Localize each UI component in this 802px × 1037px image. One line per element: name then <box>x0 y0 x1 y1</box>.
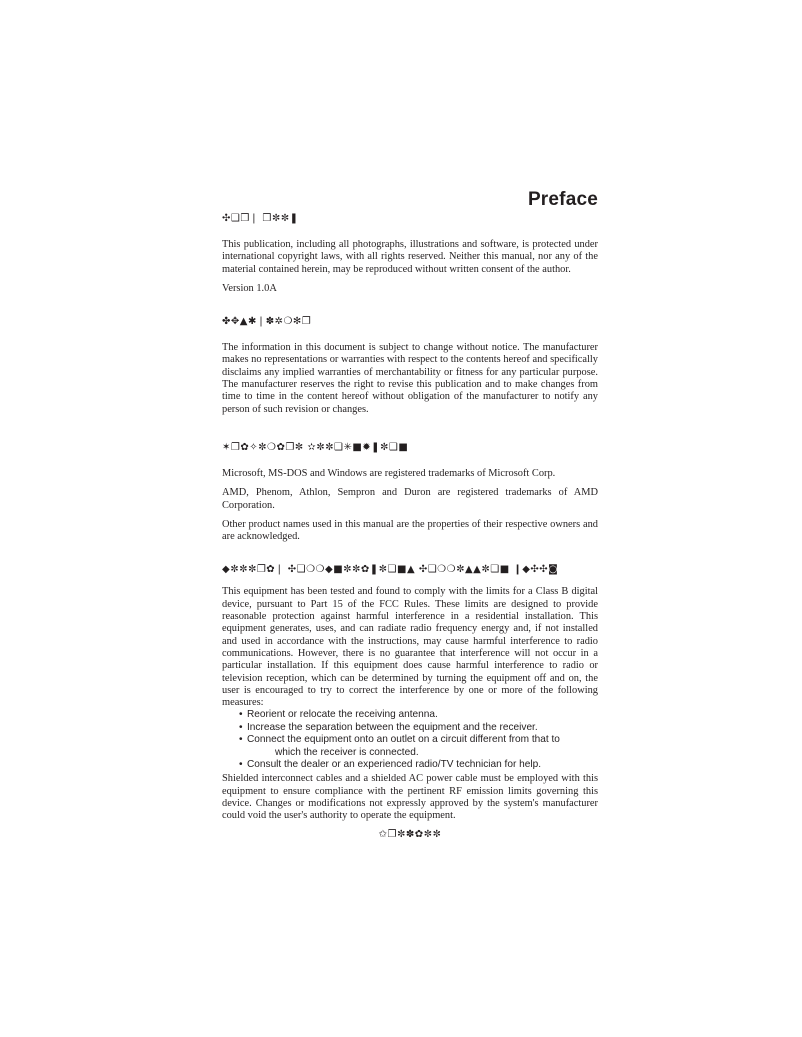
list-item: • Consult the dealer or an experienced radio/TV technician for help. <box>239 759 542 771</box>
list-item-continuation: which the receiver is connected. <box>275 746 419 758</box>
page-footer: ✩❐✼✽✿✼✼ <box>378 828 442 840</box>
list-item: • Connect the equipment onto an outlet on a circuit different from that to which the receiver is connected. <box>239 734 598 759</box>
section-heading-copyright: ✣❑❒❘ ❒✼✼❚ <box>222 213 299 224</box>
section-copyright <box>222 212 598 295</box>
list-item: • Increase the separation between the equipment and the receiver. <box>239 721 538 733</box>
fcc-paragraph: This equipment has been tested and found to comply with the limits for a Class B digital device, pursuant to Part 15 of the FCC Rules. These limits are designed to provide reasonable protection against harmful interference in a residential installation. This equipment generates, uses, and can radiate radio frequency energy and, if not installed and used in accordance with the instructions, may cause harmful interference to radio communications. However, there is no guarantee that interference will not occur in a particular installation. If this equipment does cause harmful interference to radio or television reception, which can be determined by turning the equipment off and on, the user is encouraged to try to correct the interference by one or more of the following measures: <box>222 586 598 709</box>
bullet-icon: • <box>239 734 243 746</box>
section-heading-trademarks: ✶❐✿✧✼❍✿❐✼ ✫✼✼❑✳■✹❚✼❑■ <box>222 441 409 453</box>
section-heading-disclaimer: ✤✥▲✱❘✽✲❍✻❐ <box>222 316 312 328</box>
section-heading-fcc: ◆✼✼✼❐✿❘ ✣❑❍❍◆■✼✼✿❚✼❑■▲ ✣❑❍❍✼▲▲✼❑■ ❙◆✣✣◙ <box>222 564 559 576</box>
trademark-paragraph-amd: AMD, Phenom, Athlon, Sempron and Duron are registered trademarks of AMD Corporation. <box>222 487 598 511</box>
bullet-icon: • <box>239 759 243 771</box>
fcc-measures-list <box>222 709 598 771</box>
bullet-icon: • <box>239 721 243 733</box>
bullet-icon: • <box>239 709 243 721</box>
section-fcc <box>222 563 598 822</box>
copyright-paragraph: This publication, including all photographs, illustrations and software, is protected under international copyright laws, with all rights reserved. Neither this manual, nor any of the material contained herein, may be reproduced without written consent of the author. <box>222 239 598 275</box>
page-title: Preface <box>527 189 598 210</box>
section-disclaimer <box>222 315 598 416</box>
fcc-closing-paragraph: Shielded interconnect cables and a shielded AC power cable must be employed with this equipment to ensure compliance with the pertinent RF emission limits governing this device. Changes or modifications not expressly approved by the system's manufacturer could void the user's authority to operate the equipment. <box>222 773 598 822</box>
list-item: • Reorient or relocate the receiving antenna. <box>239 709 438 721</box>
section-trademarks <box>222 441 598 543</box>
trademark-paragraph-other: Other product names used in this manual are the properties of their respective owners and are acknowledged. <box>222 518 598 543</box>
document-page <box>222 188 598 841</box>
version-text: Version 1.0A <box>222 282 277 294</box>
disclaimer-paragraph: The information in this document is subject to change without notice. The manufacturer makes no representations or warranties with respect to the contents hereof and specifically disclaims any implied warranties of merchantability or fitness for any particular purpose. The manufacturer reserves the right to revise this publication and to make changes from time to time in the content hereof without obligation of the manufacturer to notify any person of such revision or changes. <box>222 342 598 415</box>
trademark-paragraph-microsoft: Microsoft, MS-DOS and Windows are registered trademarks of Microsoft Corp. <box>222 467 556 479</box>
